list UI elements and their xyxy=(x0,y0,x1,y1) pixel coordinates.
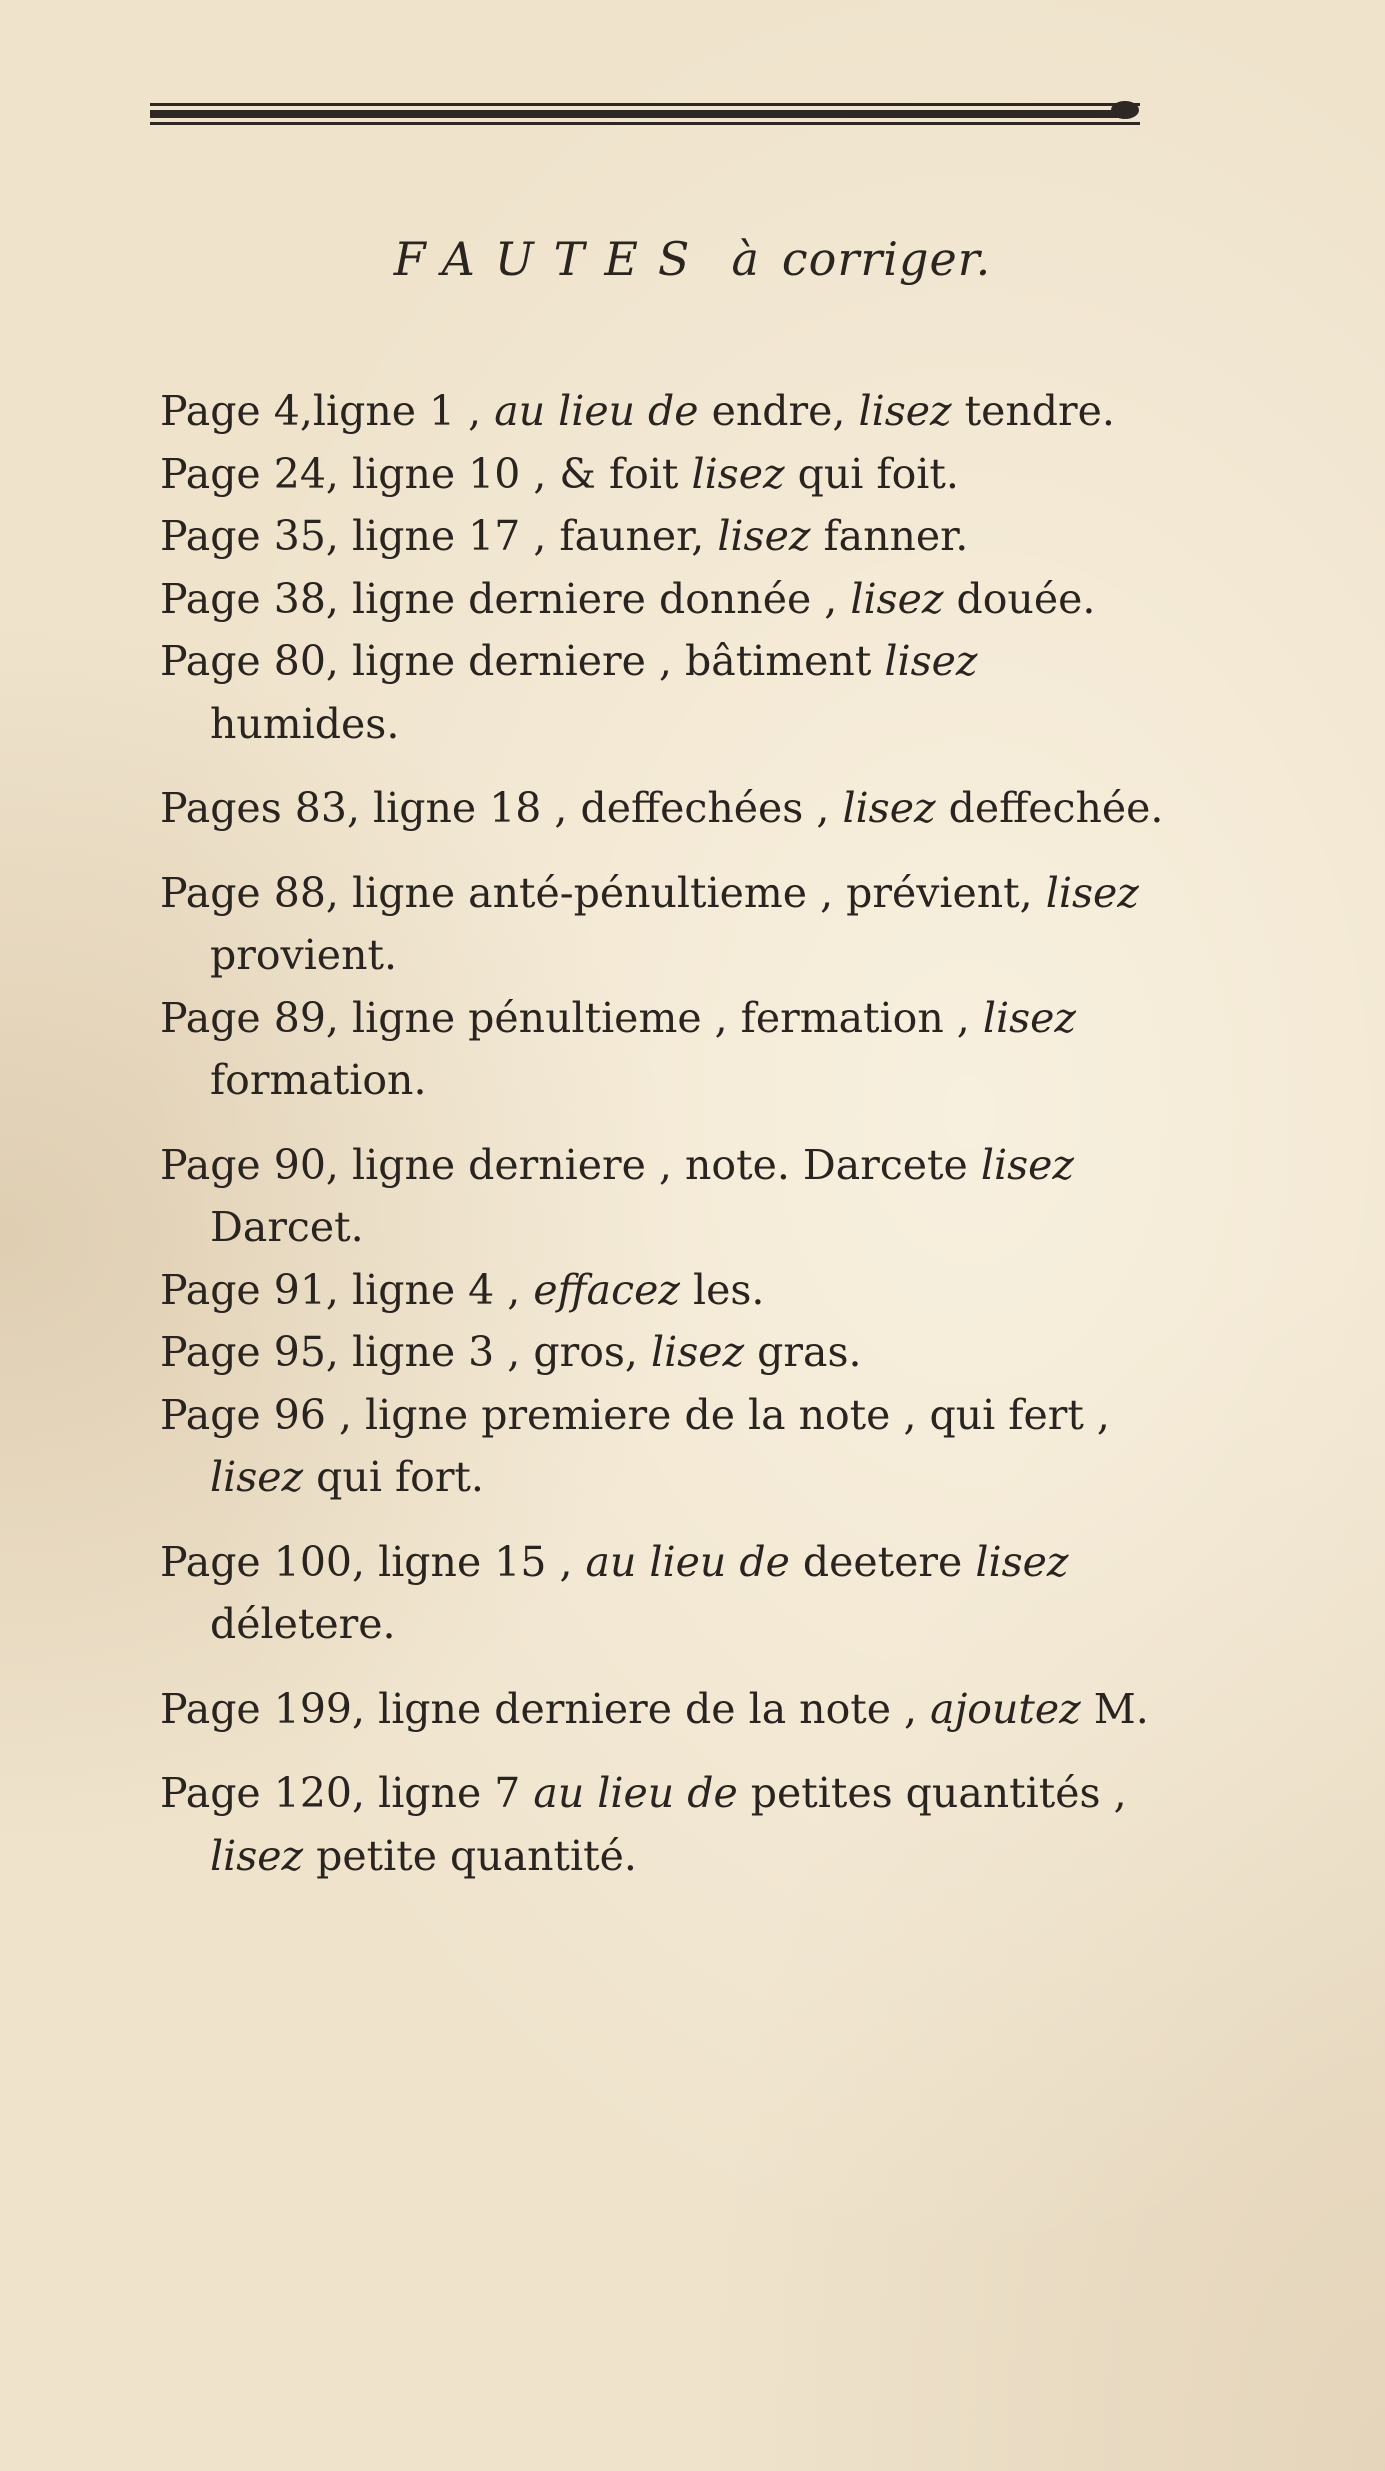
entry-number: 96 xyxy=(273,1390,326,1439)
entry-italic: lisez xyxy=(717,512,811,560)
ornamental-rule xyxy=(150,95,1145,135)
entry-italic: lisez xyxy=(651,1328,745,1376)
entry-text: , ligne anté-pénultieme , prévient, xyxy=(325,868,1033,917)
entry-text: , ligne 10 , & foit xyxy=(325,449,679,498)
entry-correction: M. xyxy=(1080,1684,1149,1733)
entry-text: , ligne 18 , deffechées , xyxy=(346,784,830,832)
entry-italic: lisez xyxy=(210,1453,304,1501)
errata-entry xyxy=(160,1678,1170,1741)
entry-correction: déletere. xyxy=(210,1600,396,1648)
entry-page: Page xyxy=(160,1769,261,1817)
entry-italic: effacez xyxy=(533,1265,680,1314)
entry-italic: lisez xyxy=(982,993,1076,1042)
entry-text: petites quantités , xyxy=(737,1769,1127,1817)
entry-text: , ligne 17 , fauner, xyxy=(325,512,705,560)
entry-italic: lisez xyxy=(842,784,936,832)
entry-number: 4 xyxy=(273,387,300,435)
errata-entry xyxy=(160,777,1170,840)
entry-number: 24 xyxy=(273,449,326,498)
entry-correction: provient. xyxy=(210,931,397,979)
entry-correction: deffechée. xyxy=(935,784,1164,832)
entry-italic: lisez xyxy=(884,637,978,685)
entry-page: Page xyxy=(160,868,261,917)
entry-italic: lisez xyxy=(1045,868,1139,917)
entry-page: Page xyxy=(160,574,261,623)
errata-entry xyxy=(160,1384,1170,1509)
entry-page: Page xyxy=(160,1140,261,1189)
entry-number: 35 xyxy=(273,512,326,560)
entry-page: Page xyxy=(160,1265,261,1314)
entry-correction: qui foit. xyxy=(784,449,959,498)
entry-text: ,ligne 1 , xyxy=(299,387,482,435)
errata-entry xyxy=(160,1134,1170,1259)
entry-italic: lisez xyxy=(210,1831,304,1880)
errata-entry xyxy=(160,1531,1170,1656)
errata-entry xyxy=(160,862,1170,987)
errata-entry xyxy=(160,1259,1170,1322)
entry-italic: au lieu de xyxy=(494,387,699,435)
entry-number: 83 xyxy=(294,784,347,832)
errata-entry xyxy=(160,443,1170,506)
entry-correction: qui fort. xyxy=(303,1453,484,1501)
entry-correction: Darcet. xyxy=(210,1203,364,1251)
entry-correction: gras. xyxy=(744,1328,862,1376)
entry-number: 88 xyxy=(273,868,326,917)
errata-entry xyxy=(160,987,1170,1112)
entry-page: Pages xyxy=(160,784,282,832)
entry-page: Page xyxy=(160,1390,261,1439)
entry-correction: fanner. xyxy=(810,512,969,560)
entry-correction: formation. xyxy=(210,1056,427,1104)
entry-italic: lisez xyxy=(850,574,944,623)
entry-page: Page xyxy=(160,1328,261,1376)
errata-entry xyxy=(160,1321,1170,1384)
entry-italic: ajoutez xyxy=(930,1684,1081,1733)
entry-number: 95 xyxy=(273,1328,326,1376)
entry-correction: humides. xyxy=(210,699,400,748)
errata-entry xyxy=(160,630,1170,755)
entry-text: deetere xyxy=(789,1537,963,1586)
entry-page: Page xyxy=(160,637,261,685)
entry-page: Page xyxy=(160,449,261,498)
entry-number: 80 xyxy=(273,637,326,685)
title-caps: FAUTES xyxy=(393,232,710,286)
entry-italic: lisez xyxy=(691,449,785,498)
entry-italic: au lieu de xyxy=(533,1769,738,1817)
entry-page: Page xyxy=(160,993,261,1042)
errata-entry xyxy=(160,380,1170,443)
entry-italic: lisez xyxy=(975,1537,1069,1586)
entry-text: endre, xyxy=(698,387,846,435)
entry-text: , ligne 4 , xyxy=(325,1265,521,1314)
entry-text: , ligne derniere de la note , xyxy=(352,1684,918,1733)
title-rest: corriger. xyxy=(781,232,992,286)
entry-number: 120 xyxy=(273,1769,353,1817)
title-a: à xyxy=(731,232,760,286)
errata-list xyxy=(160,380,1170,1887)
page-title xyxy=(0,232,1385,286)
entry-italic: au lieu de xyxy=(585,1537,790,1586)
entry-page: Page xyxy=(160,1537,261,1586)
entry-number: 38 xyxy=(273,574,326,623)
entry-text: , ligne premiere de la note , qui fert , xyxy=(325,1390,1110,1439)
entry-number: 199 xyxy=(273,1684,353,1733)
entry-text: , ligne derniere , bâtiment xyxy=(325,637,872,685)
entry-text: , ligne 3 , gros, xyxy=(325,1328,638,1376)
entry-correction: les. xyxy=(679,1265,765,1314)
entry-number: 89 xyxy=(273,993,326,1042)
entry-text: , ligne 7 xyxy=(352,1769,521,1817)
entry-text: , ligne 15 , xyxy=(352,1537,573,1586)
entry-page: Page xyxy=(160,1684,261,1733)
errata-entry xyxy=(160,568,1170,631)
entry-number: 100 xyxy=(273,1537,353,1586)
errata-entry xyxy=(160,505,1170,568)
entry-text: , ligne derniere , note. Darcete xyxy=(325,1140,968,1189)
entry-page: Page xyxy=(160,387,261,435)
entry-italic: lisez xyxy=(980,1140,1074,1189)
entry-text: , ligne pénultieme , fermation , xyxy=(325,993,970,1042)
entry-page: Page xyxy=(160,512,261,560)
entry-correction: tendre. xyxy=(951,387,1115,435)
entry-correction: douée. xyxy=(943,574,1096,623)
errata-entry xyxy=(160,1762,1170,1887)
entry-number: 90 xyxy=(273,1140,326,1189)
entry-italic: lisez xyxy=(858,387,952,435)
entry-correction: petite quantité. xyxy=(303,1831,637,1880)
entry-number: 91 xyxy=(273,1265,326,1314)
entry-text: , ligne derniere donnée , xyxy=(325,574,838,623)
